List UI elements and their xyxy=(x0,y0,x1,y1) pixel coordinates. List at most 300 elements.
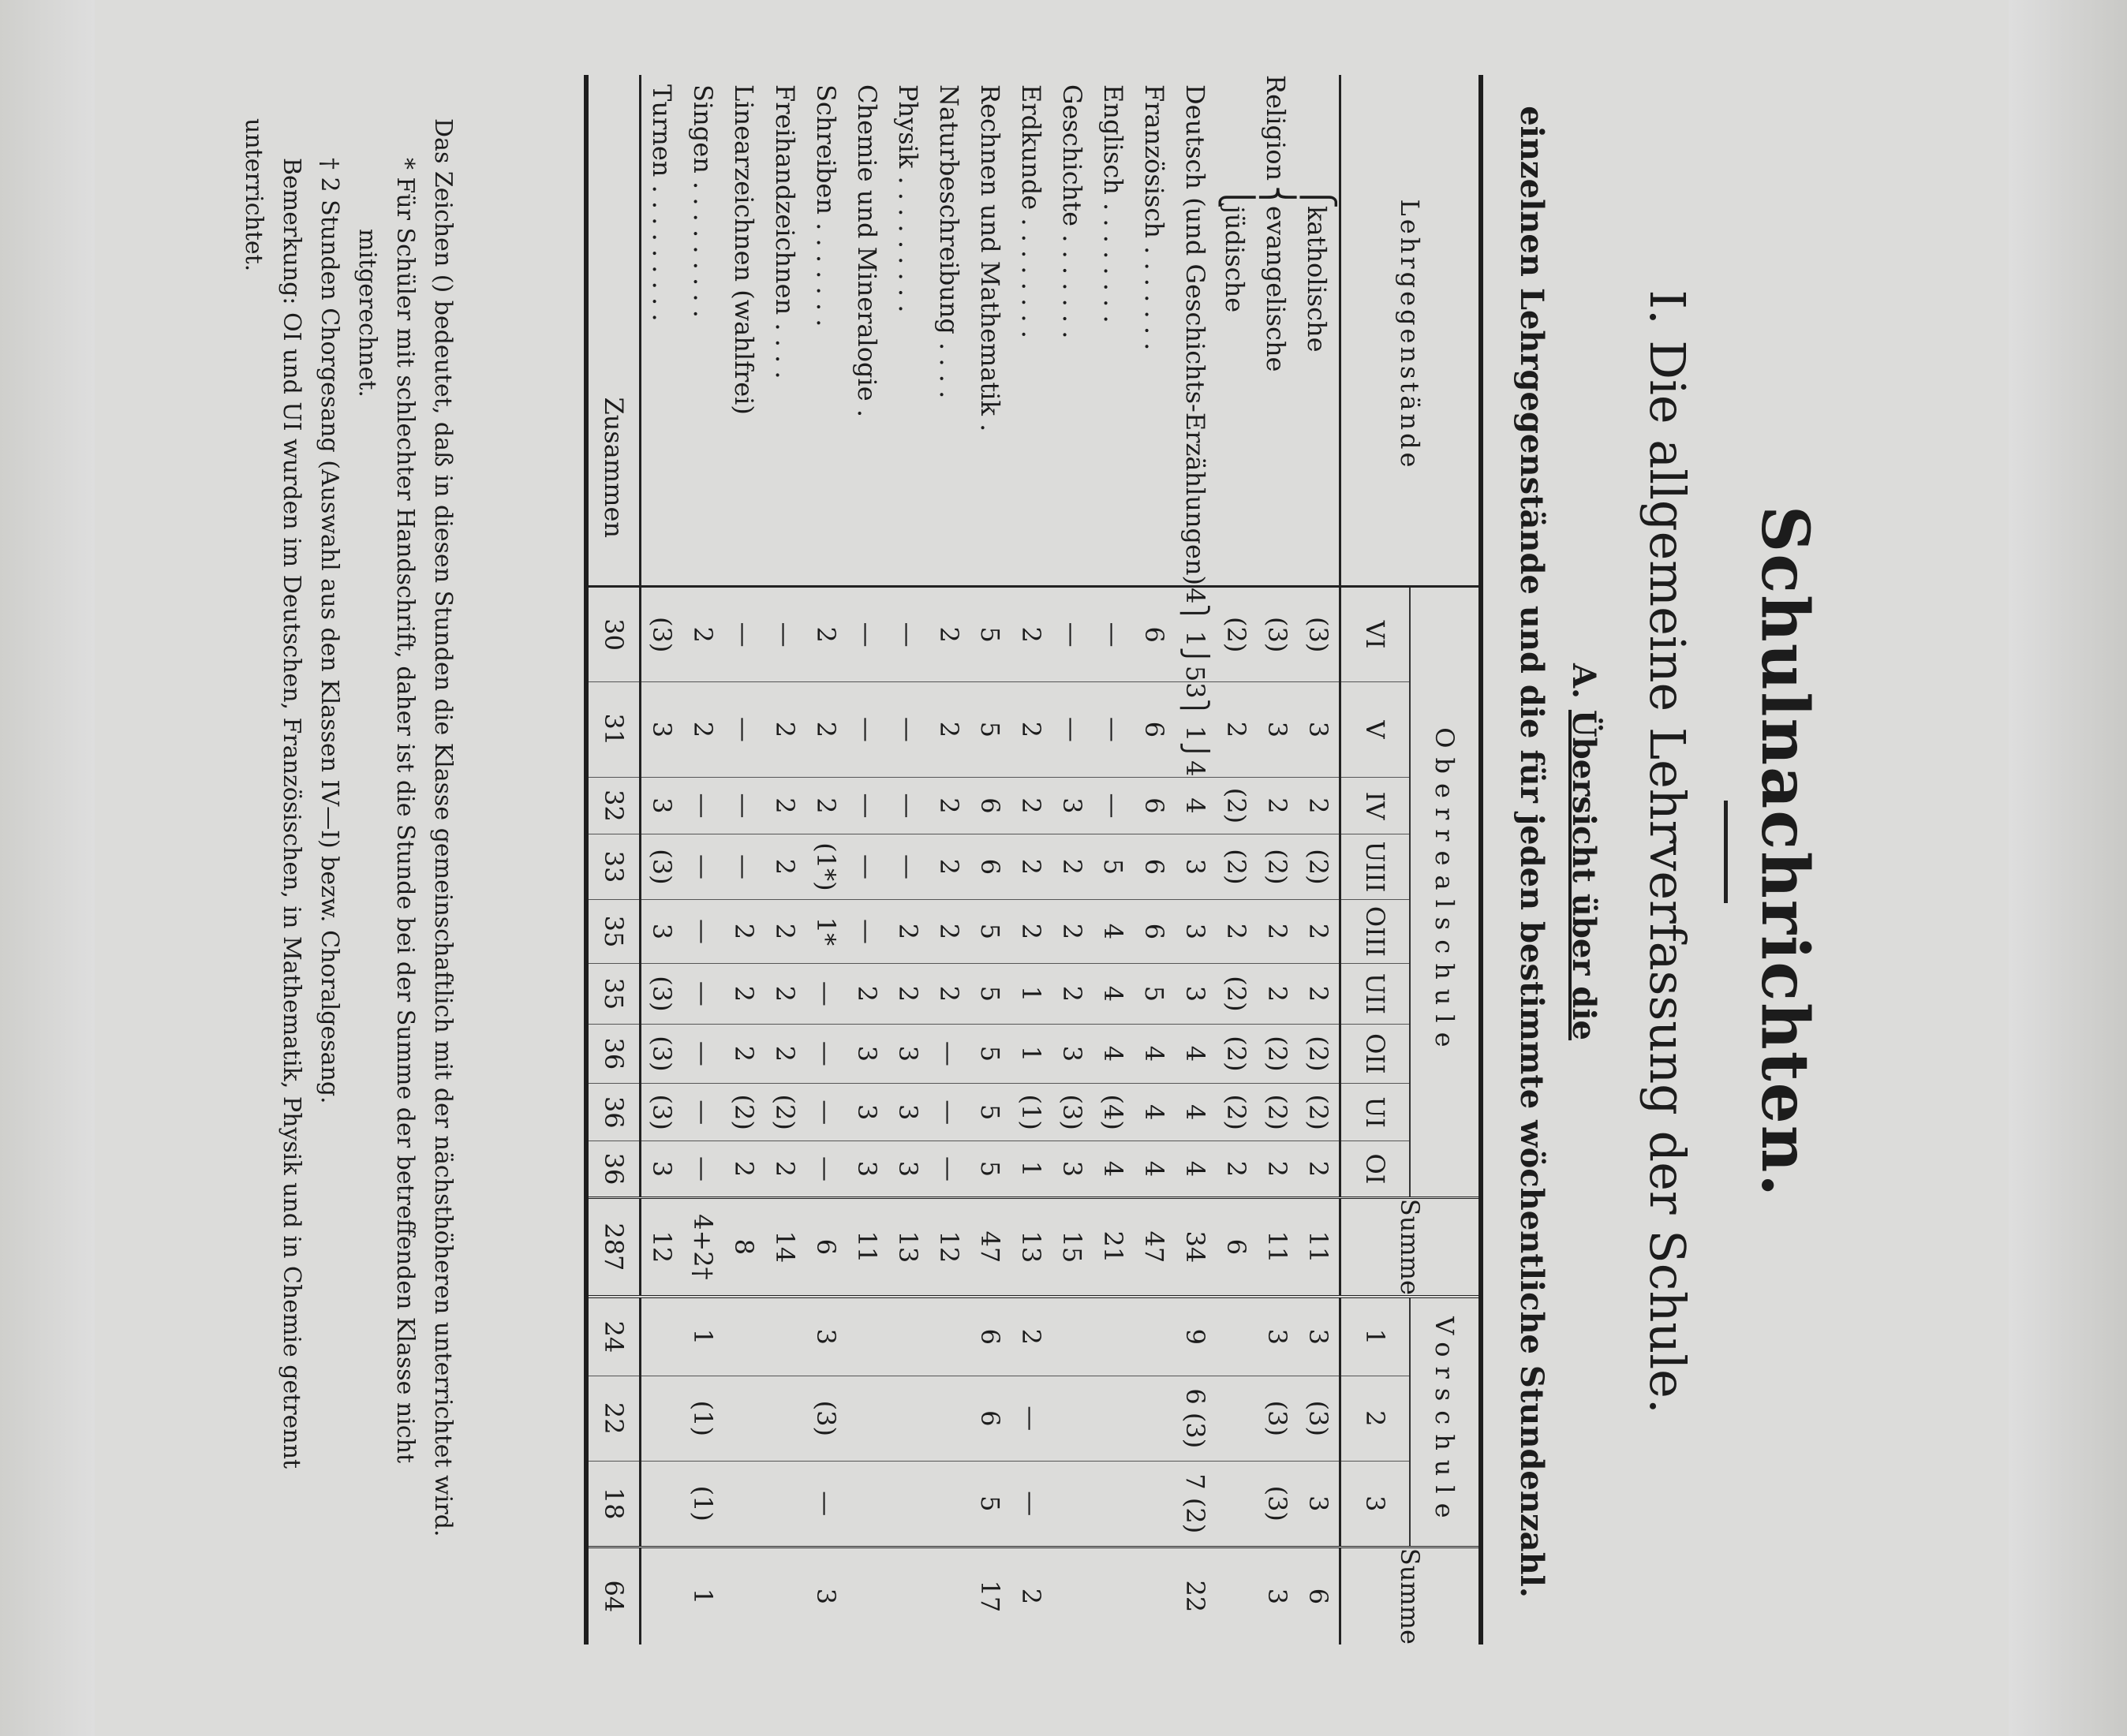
cell-OI: 3 xyxy=(1052,1141,1093,1198)
cell-vorschule-3 xyxy=(1093,1461,1134,1547)
cell-VI: — xyxy=(723,587,764,682)
cell-UII: (2) xyxy=(1216,964,1257,1024)
remark-cont: unterrichtet. xyxy=(240,118,267,272)
header-class-VI: VI xyxy=(1340,587,1411,682)
brace-glyph: ⎨ xyxy=(1259,185,1295,209)
cell-OII: — xyxy=(806,1024,847,1084)
cell-VI: 2 xyxy=(1011,587,1052,682)
cell-vorschule-2 xyxy=(1052,1376,1093,1461)
cell-vorschule-3 xyxy=(847,1461,888,1547)
cell-sum: 21 xyxy=(1093,1197,1134,1297)
row-label: Englisch . . . . . . . . xyxy=(1093,75,1134,587)
row-label xyxy=(1257,75,1298,587)
cell-UII: — xyxy=(682,964,723,1024)
cell-OI: 3 xyxy=(847,1141,888,1198)
cell-OII: 5 xyxy=(970,1024,1011,1084)
row-label: Französisch . . . . . . . xyxy=(1134,75,1175,587)
cell-V: — xyxy=(723,682,764,777)
cell-V: 31 xyxy=(586,682,641,777)
cell-UIII: — xyxy=(682,834,723,899)
cell-VI: 4⎫ 1⎭5 xyxy=(1175,587,1216,682)
cell-IV: — xyxy=(888,777,929,834)
cell-IV: 2 xyxy=(1298,777,1340,834)
cell-vorschule-2: (3) xyxy=(806,1376,847,1461)
cell-sum: 287 xyxy=(586,1197,641,1297)
cell-vorschule-1 xyxy=(764,1297,806,1376)
cell-UII: 2 xyxy=(764,964,806,1024)
cell-vorschule-1 xyxy=(1216,1297,1257,1376)
cell-OII: 1 xyxy=(1011,1024,1052,1084)
cell-sum: 14 xyxy=(764,1197,806,1297)
cell-VI: (3) xyxy=(1298,587,1340,682)
cell-VI: 5 xyxy=(970,587,1011,682)
cell-OIII: — xyxy=(682,899,723,964)
cell-IV: 4 xyxy=(1175,777,1216,834)
cell-IV: — xyxy=(1093,777,1134,834)
religion-sub-label: evangelische xyxy=(1261,206,1291,372)
cell-vorschule-3: 18 xyxy=(586,1461,641,1547)
cell-OII: — xyxy=(682,1024,723,1084)
title-rule xyxy=(1724,801,1728,903)
cell-UIII: 2 xyxy=(1052,834,1093,899)
cell-VI: — xyxy=(1052,587,1093,682)
cell-vorschule-3 xyxy=(1052,1461,1093,1547)
cell-IV: 2 xyxy=(806,777,847,834)
subsection-prefix: A. xyxy=(1565,663,1602,699)
row-label: Rechnen und Mathematik . xyxy=(970,75,1011,587)
cell-UIII: 6 xyxy=(970,834,1011,899)
cell-VI: — xyxy=(1093,587,1134,682)
row-label: Deutsch (und Geschichts-Erzählungen) xyxy=(1175,75,1216,587)
footnote-dagger: † 2 Stunden Chorgesang (Auswahl aus den Klassen IV—I) bezw. Choralgesang. xyxy=(316,158,343,1104)
cell-vorschule-3: 7 (2) xyxy=(1175,1461,1216,1547)
table-row xyxy=(641,75,683,1645)
cell-sum: 47 xyxy=(970,1197,1011,1297)
row-label: Turnen . . . . . . . . . xyxy=(641,75,683,587)
cell-vorschule-1: 3 xyxy=(806,1297,847,1376)
footnote-brackets: Das Zeichen () bedeutet, daß in diesen Stunden die Klasse gemeinschaftlich mit der nächsthöheren unterrichtet wird. xyxy=(429,118,457,1537)
cell-UII: 2 xyxy=(1298,964,1340,1024)
cell-UI: 3 xyxy=(888,1084,929,1141)
cell-vorschule-sum: 2 xyxy=(1011,1547,1052,1645)
cell-vorschule-1 xyxy=(641,1297,683,1376)
cell-UII: 2 xyxy=(1052,964,1093,1024)
cell-vorschule-3 xyxy=(1134,1461,1175,1547)
cell-vorschule-3 xyxy=(929,1461,970,1547)
cell-OI: 4 xyxy=(1134,1141,1175,1198)
table-row xyxy=(682,75,723,1645)
cell-UIII: 2 xyxy=(929,834,970,899)
cell-OI: 3 xyxy=(888,1141,929,1198)
header-class-OII: OII xyxy=(1340,1024,1411,1084)
cell-V: 5 xyxy=(970,682,1011,777)
cell-sum: 4+2† xyxy=(682,1197,723,1297)
cell-V: 2 xyxy=(1216,682,1257,777)
cell-OI: 1 xyxy=(1011,1141,1052,1198)
cell-vorschule-sum xyxy=(1216,1547,1257,1645)
cell-V: 3 xyxy=(1298,682,1340,777)
cell-OI: 5 xyxy=(970,1141,1011,1198)
row-label: Erdkunde . . . . . . . . xyxy=(1011,75,1052,587)
subsection-line1: Übersicht über die xyxy=(1565,709,1602,1040)
cell-UI: (2) xyxy=(764,1084,806,1141)
cell-VI: — xyxy=(888,587,929,682)
table-row xyxy=(888,75,929,1645)
cell-UII: — xyxy=(806,964,847,1024)
cell-UIII: — xyxy=(723,834,764,899)
cell-IV: 2 xyxy=(929,777,970,834)
cell-OII: 3 xyxy=(847,1024,888,1084)
cell-IV: 3 xyxy=(1052,777,1093,834)
cell-vorschule-2: 22 xyxy=(586,1376,641,1461)
subsection-line2: einzelnen Lehrgegenstände und die für jeden bestimmte wöchentliche Stundenzahl. xyxy=(1513,106,1550,1598)
header-vorschule-sum: Summe xyxy=(1340,1547,1482,1645)
cell-UI: (3) xyxy=(641,1084,683,1141)
header-class-UI: UI xyxy=(1340,1084,1411,1141)
cell-vorschule-1 xyxy=(929,1297,970,1376)
cell-V: 3 xyxy=(1257,682,1298,777)
header-class-OI: OI xyxy=(1340,1141,1411,1198)
cell-OII: (2) xyxy=(1257,1024,1298,1084)
cell-V: 2 xyxy=(764,682,806,777)
cell-IV: 6 xyxy=(970,777,1011,834)
religion-sub-label: katholische xyxy=(1302,206,1332,353)
table-row-religion-0 xyxy=(1298,75,1340,1645)
cell-UIII: (1*) xyxy=(806,834,847,899)
footnote-asterisk-cont: mitgerechnet. xyxy=(353,229,381,398)
row-label xyxy=(1298,75,1340,587)
cell-IV: — xyxy=(682,777,723,834)
cell-IV: 2 xyxy=(1011,777,1052,834)
total-label: Zusammen xyxy=(586,75,641,587)
cell-UIII: (2) xyxy=(1216,834,1257,899)
cell-vorschule-1 xyxy=(847,1297,888,1376)
cell-vorschule-3: 3 xyxy=(1298,1461,1340,1547)
header-class-OIII: OIII xyxy=(1340,899,1411,964)
cell-vorschule-3 xyxy=(888,1461,929,1547)
cell-UIII: 33 xyxy=(586,834,641,899)
cell-vorschule-sum xyxy=(1052,1547,1093,1645)
table-row xyxy=(970,75,1011,1645)
cell-vorschule-1 xyxy=(888,1297,929,1376)
table-row-religion-2 xyxy=(1216,75,1257,1645)
table-row-total xyxy=(586,75,641,1645)
cell-UI: 36 xyxy=(586,1084,641,1141)
cell-VI: — xyxy=(847,587,888,682)
header-vorschule-class-2: 2 xyxy=(1340,1376,1411,1461)
cell-OIII: 2 xyxy=(1052,899,1093,964)
cell-UI: — xyxy=(682,1084,723,1141)
cell-sum: 6 xyxy=(806,1197,847,1297)
cell-OIII: — xyxy=(847,899,888,964)
cell-vorschule-sum xyxy=(929,1547,970,1645)
cell-V: 3 xyxy=(641,682,683,777)
cell-UI: (2) xyxy=(723,1084,764,1141)
cell-sum: 15 xyxy=(1052,1197,1093,1297)
scan-margin-left xyxy=(0,0,95,1736)
cell-OII: 4 xyxy=(1134,1024,1175,1084)
cell-vorschule-2 xyxy=(764,1376,806,1461)
cell-vorschule-1: 1 xyxy=(682,1297,723,1376)
cell-V: 3⎫ 1⎭4 xyxy=(1175,682,1216,777)
cell-OI: 4 xyxy=(1175,1141,1216,1198)
cell-UI: — xyxy=(806,1084,847,1141)
cell-vorschule-1: 24 xyxy=(586,1297,641,1376)
cell-vorschule-1 xyxy=(1093,1297,1134,1376)
cell-OIII: 2 xyxy=(723,899,764,964)
header-sum: Summe xyxy=(1340,1197,1482,1297)
cell-OII: 3 xyxy=(888,1024,929,1084)
cell-OI: 4 xyxy=(1093,1141,1134,1198)
cell-UII: 1 xyxy=(1011,964,1052,1024)
cell-vorschule-3: (3) xyxy=(1257,1461,1298,1547)
table-row xyxy=(1175,75,1216,1645)
cell-sum: 12 xyxy=(641,1197,683,1297)
cell-OI: — xyxy=(806,1141,847,1198)
cell-OIII: 2 xyxy=(1216,899,1257,964)
cell-vorschule-1: 2 xyxy=(1011,1297,1052,1376)
cell-vorschule-sum xyxy=(1134,1547,1175,1645)
table-row xyxy=(929,75,970,1645)
cell-VI: (3) xyxy=(641,587,683,682)
cell-OII: 2 xyxy=(764,1024,806,1084)
cell-OI: — xyxy=(929,1141,970,1198)
footnote-asterisk: * Für Schüler mit schlechter Handschrift, daher ist die Stunde bei der Summe der betreffenden Klasse nicht xyxy=(391,158,419,1463)
cell-OII: 4 xyxy=(1175,1024,1216,1084)
cell-vorschule-sum xyxy=(723,1547,764,1645)
cell-vorschule-sum xyxy=(764,1547,806,1645)
cell-V: — xyxy=(847,682,888,777)
cell-vorschule-2 xyxy=(847,1376,888,1461)
brace-glyph: ⎧ xyxy=(1300,185,1336,209)
cell-OII: (3) xyxy=(641,1024,683,1084)
cell-V: 2 xyxy=(1011,682,1052,777)
cell-OIII: 1* xyxy=(806,899,847,964)
table-row xyxy=(723,75,764,1645)
cell-sum: 11 xyxy=(1257,1197,1298,1297)
row-label: Freihandzeichnen . . . . xyxy=(764,75,806,587)
row-label: Geschichte . . . . . . . xyxy=(1052,75,1093,587)
cell-UIII: 6 xyxy=(1134,834,1175,899)
cell-IV: 3 xyxy=(641,777,683,834)
cell-UIII: 3 xyxy=(1175,834,1216,899)
cell-vorschule-sum: 64 xyxy=(586,1547,641,1645)
cell-OIII: 2 xyxy=(929,899,970,964)
row-label: Schreiben . . . . . . . xyxy=(806,75,847,587)
row-label: Singen . . . . . . . . . xyxy=(682,75,723,587)
cell-OI: 2 xyxy=(723,1141,764,1198)
cell-sum: 13 xyxy=(888,1197,929,1297)
cell-vorschule-3: (1) xyxy=(682,1461,723,1547)
cell-VI: (3) xyxy=(1257,587,1298,682)
header-class-IV: IV xyxy=(1340,777,1411,834)
cell-UIII: — xyxy=(888,834,929,899)
row-label: Linearzeichnen (wahlfrei) xyxy=(723,75,764,587)
cell-vorschule-2: — xyxy=(1011,1376,1052,1461)
cell-V: 2 xyxy=(929,682,970,777)
cell-V: 6 xyxy=(1134,682,1175,777)
cell-sum: 47 xyxy=(1134,1197,1175,1297)
header-class-UIII: UIII xyxy=(1340,834,1411,899)
cell-UII: 2 xyxy=(847,964,888,1024)
cell-UI: 4 xyxy=(1175,1084,1216,1141)
cell-UI: (2) xyxy=(1216,1084,1257,1141)
cell-vorschule-3: — xyxy=(1011,1461,1052,1547)
remark: Bemerkung: OI und UI wurden im Deutschen, Französischen, in Mathematik, Physik und in Chemie getrennt xyxy=(278,158,305,1469)
cell-vorschule-2: (3) xyxy=(1298,1376,1340,1461)
header-class-UII: UII xyxy=(1340,964,1411,1024)
cell-sum: 8 xyxy=(723,1197,764,1297)
cell-V: 2 xyxy=(806,682,847,777)
cell-vorschule-sum: 3 xyxy=(1257,1547,1298,1645)
cell-OII: 3 xyxy=(1052,1024,1093,1084)
cell-OII: 4 xyxy=(1093,1024,1134,1084)
header-group-oberrealschule: Oberrealschule xyxy=(1410,587,1481,1198)
cell-UII: 4 xyxy=(1093,964,1134,1024)
cell-UI: 3 xyxy=(847,1084,888,1141)
cell-OIII: 5 xyxy=(970,899,1011,964)
cell-vorschule-1: 3 xyxy=(1298,1297,1340,1376)
cell-OIII: 3 xyxy=(1175,899,1216,964)
cell-UI: (1) xyxy=(1011,1084,1052,1141)
cell-vorschule-2 xyxy=(641,1376,683,1461)
document-page xyxy=(221,32,1830,1672)
cell-UII: 5 xyxy=(970,964,1011,1024)
header-group-vorschule: Vorschule xyxy=(1410,1297,1481,1547)
header-subject: Lehrgegenstände xyxy=(1340,75,1482,587)
footnotes xyxy=(234,118,462,1617)
cell-sum: 12 xyxy=(929,1197,970,1297)
cell-vorschule-sum: 3 xyxy=(806,1547,847,1645)
cell-UII: 2 xyxy=(888,964,929,1024)
header-class-V: V xyxy=(1340,682,1411,777)
cell-UII: 35 xyxy=(586,964,641,1024)
row-label xyxy=(1216,75,1257,587)
cell-OI: — xyxy=(682,1141,723,1198)
cell-OI: 2 xyxy=(764,1141,806,1198)
cell-VI: 2 xyxy=(806,587,847,682)
cell-vorschule-sum xyxy=(847,1547,888,1645)
table-row xyxy=(1052,75,1093,1645)
cell-V: — xyxy=(1052,682,1093,777)
cell-OIII: 6 xyxy=(1134,899,1175,964)
cell-vorschule-1 xyxy=(1134,1297,1175,1376)
cell-UI: (4) xyxy=(1093,1084,1134,1141)
cell-vorschule-1 xyxy=(723,1297,764,1376)
cell-vorschule-sum: 6 xyxy=(1298,1547,1340,1645)
cell-V: — xyxy=(888,682,929,777)
cell-vorschule-2 xyxy=(929,1376,970,1461)
cell-vorschule-3: 5 xyxy=(970,1461,1011,1547)
row-label: Naturbeschreibung . . . . xyxy=(929,75,970,587)
cell-sum: 11 xyxy=(1298,1197,1340,1297)
subsection-heading xyxy=(1505,32,1609,1672)
cell-VI: 2 xyxy=(929,587,970,682)
cell-OI: 2 xyxy=(1257,1141,1298,1198)
cell-IV: 6 xyxy=(1134,777,1175,834)
cell-IV: — xyxy=(723,777,764,834)
cell-vorschule-2: 6 xyxy=(970,1376,1011,1461)
cell-OIII: 3 xyxy=(641,899,683,964)
scan-margin-right xyxy=(2009,0,2127,1736)
cell-UII: 3 xyxy=(1175,964,1216,1024)
cell-vorschule-3: — xyxy=(806,1461,847,1547)
cell-vorschule-2: (3) xyxy=(1257,1376,1298,1461)
table-row xyxy=(1134,75,1175,1645)
cell-OII: — xyxy=(929,1024,970,1084)
cell-UI: (2) xyxy=(1298,1084,1340,1141)
religion-sub-label: jüdische xyxy=(1220,206,1250,313)
row-label: Physik . . . . . . . . . xyxy=(888,75,929,587)
cell-OIII: 2 xyxy=(1011,899,1052,964)
cell-vorschule-2: 6 (3) xyxy=(1175,1376,1216,1461)
table-row xyxy=(1011,75,1052,1645)
cell-IV: — xyxy=(847,777,888,834)
cell-UIII: 2 xyxy=(1011,834,1052,899)
cell-vorschule-sum xyxy=(888,1547,929,1645)
row-label: Chemie und Mineralogie . xyxy=(847,75,888,587)
table-row-religion-1 xyxy=(1257,75,1298,1645)
cell-IV: 32 xyxy=(586,777,641,834)
cell-OIII: 2 xyxy=(764,899,806,964)
page-title: Schulnachrichten. xyxy=(1747,506,1822,1198)
brace-glyph: ⎩ xyxy=(1218,185,1254,209)
cell-vorschule-sum xyxy=(1093,1547,1134,1645)
cell-IV: 2 xyxy=(1257,777,1298,834)
cell-vorschule-sum xyxy=(641,1547,683,1645)
cell-vorschule-sum: 1 xyxy=(682,1547,723,1645)
cell-sum: 11 xyxy=(847,1197,888,1297)
cell-vorschule-1: 9 xyxy=(1175,1297,1216,1376)
cell-sum: 34 xyxy=(1175,1197,1216,1297)
cell-OI: 2 xyxy=(1298,1141,1340,1198)
cell-OIII: 2 xyxy=(1298,899,1340,964)
cell-UIII: (3) xyxy=(641,834,683,899)
cell-vorschule-1: 3 xyxy=(1257,1297,1298,1376)
cell-UIII: 5 xyxy=(1093,834,1134,899)
cell-OI: 36 xyxy=(586,1141,641,1198)
cell-UII: 2 xyxy=(723,964,764,1024)
cell-OI: 2 xyxy=(1216,1141,1257,1198)
table-row xyxy=(847,75,888,1645)
cell-vorschule-1 xyxy=(1052,1297,1093,1376)
cell-OI: 3 xyxy=(641,1141,683,1198)
cell-vorschule-2 xyxy=(1134,1376,1175,1461)
cell-OII: 36 xyxy=(586,1024,641,1084)
header-vorschule-class-3: 3 xyxy=(1340,1461,1411,1547)
cell-vorschule-1: 6 xyxy=(970,1297,1011,1376)
cell-UI: — xyxy=(929,1084,970,1141)
cell-UII: 2 xyxy=(1257,964,1298,1024)
table-row xyxy=(806,75,847,1645)
cell-vorschule-2 xyxy=(888,1376,929,1461)
religion-label: Religion xyxy=(1261,75,1291,181)
cell-IV: (2) xyxy=(1216,777,1257,834)
table-row xyxy=(764,75,806,1645)
cell-vorschule-2 xyxy=(1093,1376,1134,1461)
cell-UI: (3) xyxy=(1052,1084,1093,1141)
cell-VI: 2 xyxy=(682,587,723,682)
cell-vorschule-3 xyxy=(723,1461,764,1547)
cell-VI: 30 xyxy=(586,587,641,682)
cell-vorschule-3 xyxy=(1216,1461,1257,1547)
cell-UIII: — xyxy=(847,834,888,899)
cell-vorschule-sum: 22 xyxy=(1175,1547,1216,1645)
cell-vorschule-sum: 17 xyxy=(970,1547,1011,1645)
cell-OII: (2) xyxy=(1216,1024,1257,1084)
cell-OII: (2) xyxy=(1298,1024,1340,1084)
cell-UIII: (2) xyxy=(1298,834,1340,899)
